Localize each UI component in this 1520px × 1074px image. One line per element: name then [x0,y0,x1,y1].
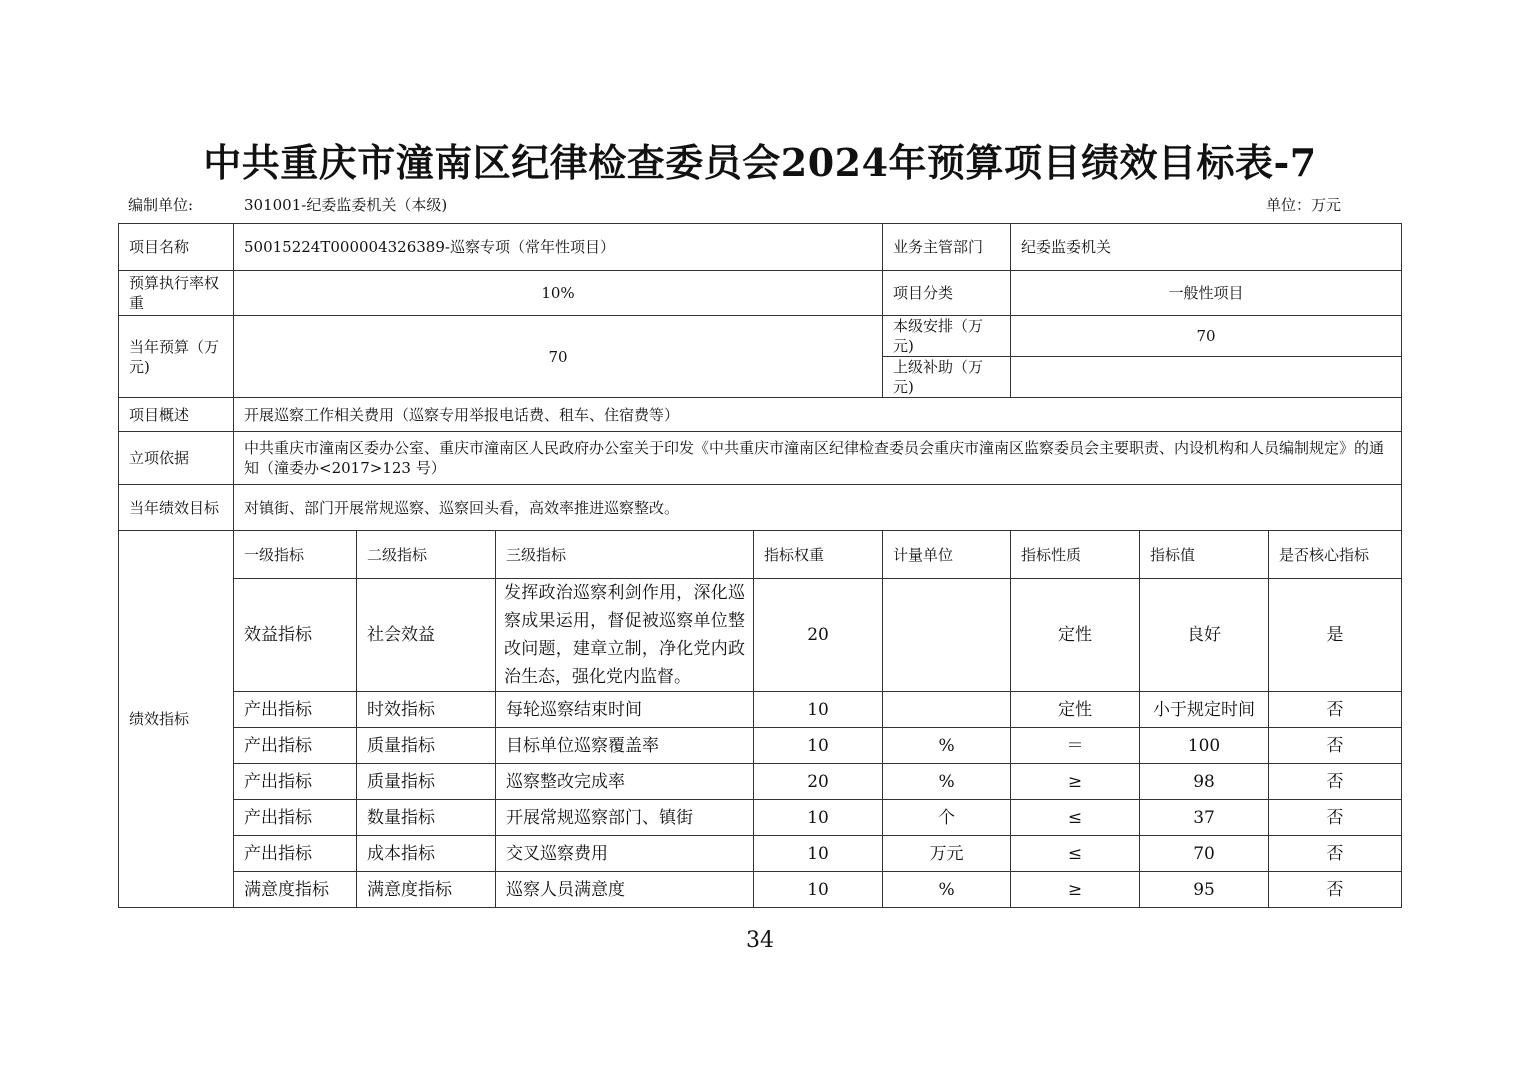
indicator-l2: 时效指标 [357,692,496,728]
indicator-l3: 巡察整改完成率 [496,764,754,800]
indicator-l2: 社会效益 [357,579,496,692]
indicator-value: 100 [1140,728,1269,764]
indicator-unit: % [883,728,1011,764]
header-unit: 计量单位 [883,531,1011,579]
page-title: 中共重庆市潼南区纪律检查委员会2024年预算项目绩效目标表-7 [203,140,1317,185]
indicator-l2: 成本指标 [357,836,496,872]
indicator-l3: 交叉巡察费用 [496,836,754,872]
header-nature: 指标性质 [1011,531,1140,579]
indicator-core: 否 [1269,800,1402,836]
indicator-l1: 产出指标 [234,728,357,764]
basis-label: 立项依据 [119,432,234,485]
indicator-l3: 开展常规巡察部门、镇街 [496,800,754,836]
indicator-header-row [119,531,1402,579]
indicator-core: 否 [1269,872,1402,908]
subsidy-value [1011,357,1402,398]
dept-label: 业务主管部门 [883,224,1011,271]
indicator-row [119,728,1402,764]
project-name-label: 项目名称 [119,224,234,271]
indicator-weight: 20 [754,764,883,800]
indicator-nature: ≤ [1011,800,1140,836]
indicator-l1: 产出指标 [234,764,357,800]
page-number: 34 [746,928,774,953]
dept-value: 纪委监委机关 [1011,224,1402,271]
row-project-name [119,224,1402,271]
indicator-row [119,872,1402,908]
indicator-row [119,836,1402,872]
goal-label: 当年绩效目标 [119,485,234,531]
indicator-core: 否 [1269,764,1402,800]
indicator-weight: 10 [754,872,883,908]
indicator-nature: ≥ [1011,764,1140,800]
row-basis [119,432,1402,485]
indicator-core: 否 [1269,692,1402,728]
row-exec-rate [119,271,1402,316]
row-overview [119,398,1402,432]
indicator-l1: 满意度指标 [234,872,357,908]
indicator-l3: 巡察人员满意度 [496,872,754,908]
unit-label: 单位：万元 [1266,196,1342,214]
overview-value: 开展巡察工作相关费用（巡察专用举报电话费、租车、住宿费等） [234,398,1402,432]
subsidy-label: 上级补助（万元) [883,357,1011,398]
indicator-l2: 数量指标 [357,800,496,836]
org-label: 编制单位: [128,196,194,214]
indicator-l1: 效益指标 [234,579,357,692]
indicator-nature: ＝ [1011,728,1140,764]
indicator-row [119,692,1402,728]
indicator-weight: 10 [754,836,883,872]
indicator-nature: ≤ [1011,836,1140,872]
indicator-unit [883,579,1011,692]
indicator-value: 95 [1140,872,1269,908]
indicator-value: 37 [1140,800,1269,836]
indicator-value: 小于规定时间 [1140,692,1269,728]
project-name-value: 50015224T000004326389-巡察专项（常年性项目） [234,224,883,271]
indicator-weight: 10 [754,692,883,728]
header-l3: 三级指标 [496,531,754,579]
indicator-nature: ≥ [1011,872,1140,908]
row-goal [119,485,1402,531]
local-value: 70 [1011,316,1402,357]
indicator-l1: 产出指标 [234,692,357,728]
indicator-row [119,800,1402,836]
goal-value: 对镇街、部门开展常规巡察、巡察回头看，高效率推进巡察整改。 [234,485,1402,531]
indicator-unit: % [883,764,1011,800]
exec-rate-label: 预算执行率权重 [119,271,234,316]
indicator-value: 70 [1140,836,1269,872]
basis-value: 中共重庆市潼南区委办公室、重庆市潼南区人民政府办公室关于印发《中共重庆市潼南区纪律检查委员会重庆市潼南区监察委员会主要职责、内设机构和人员编制规定》的通知（潼委办<2017>123 号） [234,432,1402,485]
performance-table [118,223,1402,908]
budget-value: 70 [234,316,883,398]
exec-rate-value: 10% [234,271,883,316]
indicator-unit [883,692,1011,728]
indicator-l2: 满意度指标 [357,872,496,908]
indicator-unit: 个 [883,800,1011,836]
indicator-value: 98 [1140,764,1269,800]
local-label: 本级安排（万元) [883,316,1011,357]
indicator-row [119,764,1402,800]
org-value: 301001-纪委监委机关（本级) [244,196,448,214]
budget-label: 当年预算（万元) [119,316,234,398]
indicator-l1: 产出指标 [234,800,357,836]
indicator-l3: 目标单位巡察覆盖率 [496,728,754,764]
indicator-l2: 质量指标 [357,728,496,764]
header-core: 是否核心指标 [1269,531,1402,579]
indicators-label: 绩效指标 [119,531,234,908]
indicator-weight: 10 [754,800,883,836]
category-label: 项目分类 [883,271,1011,316]
row-budget [119,316,1402,357]
indicator-nature: 定性 [1011,692,1140,728]
header-weight: 指标权重 [754,531,883,579]
category-value: 一般性项目 [1011,271,1402,316]
indicator-unit: % [883,872,1011,908]
overview-label: 项目概述 [119,398,234,432]
indicator-value: 良好 [1140,579,1269,692]
header-l2: 二级指标 [357,531,496,579]
indicator-core: 否 [1269,836,1402,872]
indicator-weight: 10 [754,728,883,764]
indicator-l3: 发挥政治巡察利剑作用，深化巡察成果运用，督促被巡察单位整改问题，建章立制，净化党内政治生态，强化党内监督。 [496,579,754,692]
indicator-unit: 万元 [883,836,1011,872]
header-value: 指标值 [1140,531,1269,579]
header-l1: 一级指标 [234,531,357,579]
indicator-nature: 定性 [1011,579,1140,692]
indicator-l3: 每轮巡察结束时间 [496,692,754,728]
indicator-core: 是 [1269,579,1402,692]
indicator-core: 否 [1269,728,1402,764]
indicator-l1: 产出指标 [234,836,357,872]
indicator-weight: 20 [754,579,883,692]
indicator-l2: 质量指标 [357,764,496,800]
indicator-row [119,579,1402,692]
